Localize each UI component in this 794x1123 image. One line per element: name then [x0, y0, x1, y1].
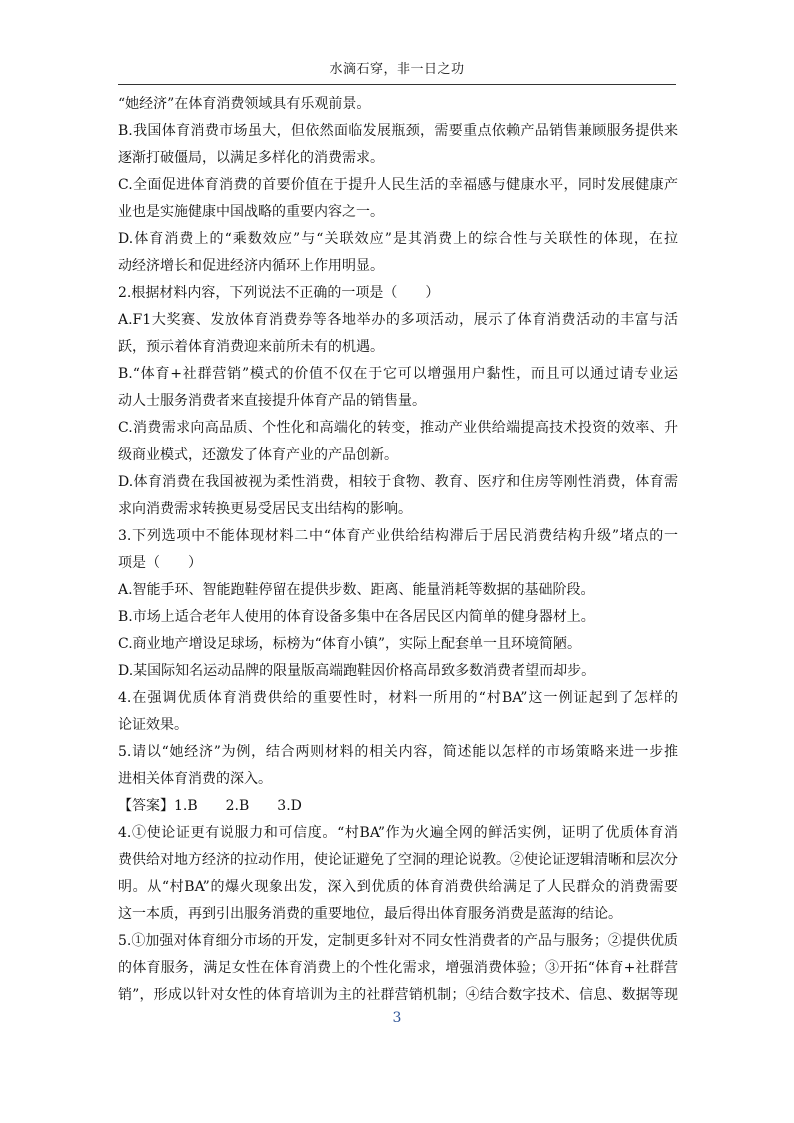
text-line: 求向消费需求转换更易受居民支出结构的影响。	[118, 501, 412, 517]
text-line: 项是（ ）	[118, 555, 202, 571]
text-line: D.体育消费上的“乘数效应”与“关联效应”是其消费上的综合性与关联性的体现，在拉	[118, 231, 678, 247]
text-line: 4.①使论证更有说服力和可信度。“村BA”作为火遍全网的鲜活实例，证明了优质体育消	[118, 825, 678, 841]
text-line: C.消费需求向高品质、个性化和高端化的转变，推动产业供给端提高技术投资的效率、升	[118, 420, 678, 436]
text-line: 动经济增长和促进经济内循环上作用明显。	[118, 258, 384, 274]
text-line: 的体育服务，满足女性在体育消费上的个性化需求，增强消费体验；③开拓“体育+社群营	[118, 960, 678, 976]
text-line: 明。从“村BA”的爆火现象出发，深入到优质的体育消费供给满足了人民群众的消费需要	[118, 879, 678, 895]
text-line: D.某国际知名运动品牌的限量版高端跑鞋因价格高昂致多数消费者望而却步。	[118, 663, 596, 679]
text-line: 论证效果。	[118, 717, 188, 733]
text-line: 2.根据材料内容，下列说法不正确的一项是（ ）	[118, 285, 440, 301]
text-line: D.体育消费在我国被视为柔性消费，相较于食物、教育、医疗和住房等刚性消费，体育需	[118, 474, 678, 490]
text-line: C.全面促进体育消费的首要价值在于提升人民生活的幸福感与健康水平，同时发展健康产	[118, 177, 678, 193]
text-line: 进相关体育消费的深入。	[118, 771, 272, 787]
text-line: “她经济”在体育消费领域具有乐观前景。	[118, 96, 371, 112]
text-line: 销”，形成以针对女性的体育培训为主的社群营销机制；④结合数字技术、信息、数据等现	[118, 987, 678, 1003]
text-line: 【答案】1.B 2.B 3.D	[118, 798, 302, 814]
text-line: 动人士服务消费者来直接提升体育产品的销售量。	[118, 393, 426, 409]
header-divider	[118, 84, 676, 85]
text-line: 4.在强调优质体育消费供给的重要性时，材料一所用的“村BA”这一例证起到了怎样的	[118, 690, 678, 706]
document-body	[118, 91, 678, 1009]
text-line: 业也是实施健康中国战略的重要内容之一。	[118, 204, 384, 220]
text-line: 逐渐打破僵局，以满足多样化的消费需求。	[118, 150, 384, 166]
text-line: 这一本质，再到引出服务消费的重要地位，最后得出体育服务消费是蓝海的结论。	[118, 906, 622, 922]
page-number: 3	[392, 1010, 402, 1026]
page-header: 水滴石穿，非一日之功	[329, 62, 465, 77]
text-line: C.商业地产增设足球场，标榜为“体育小镇”，实际上配套单一且环境简陋。	[118, 636, 581, 652]
text-line: A.智能手环、智能跑鞋停留在提供步数、距离、能量消耗等数据的基础阶段。	[118, 582, 595, 598]
text-line: 5.①加强对体育细分市场的开发，定制更多针对不同女性消费者的产品与服务；②提供优质	[118, 933, 678, 949]
text-line: B.市场上适合老年人使用的体育设备多集中在各居民区内简单的健身器材上。	[118, 609, 595, 625]
text-line: 跃，预示着体育消费迎来前所未有的机遇。	[118, 339, 384, 355]
text-line: B.我国体育消费市场虽大，但依然面临发展瓶颈，需要重点依赖产品销售兼顾服务提供来	[118, 123, 678, 139]
text-line: 3.下列选项中不能体现材料二中“体育产业供给结构滞后于居民消费结构升级”堵点的一	[118, 528, 678, 544]
text-line: 费供给对地方经济的拉动作用，使论证避免了空洞的理论说教。②使论证逻辑清晰和层次分	[118, 852, 678, 868]
text-line: 级商业模式，还激发了体育产业的产品创新。	[118, 447, 398, 463]
text-line: A.F1大奖赛、发放体育消费券等各地举办的多项活动，展示了体育消费活动的丰富与活	[118, 312, 678, 328]
text-line: B.“体育+社群营销”模式的价值不仅在于它可以增强用户黏性，而且可以通过请专业运	[118, 366, 678, 382]
text-line: 5.请以“她经济”为例，结合两则材料的相关内容，简述能以怎样的市场策略来进一步推	[118, 744, 678, 760]
